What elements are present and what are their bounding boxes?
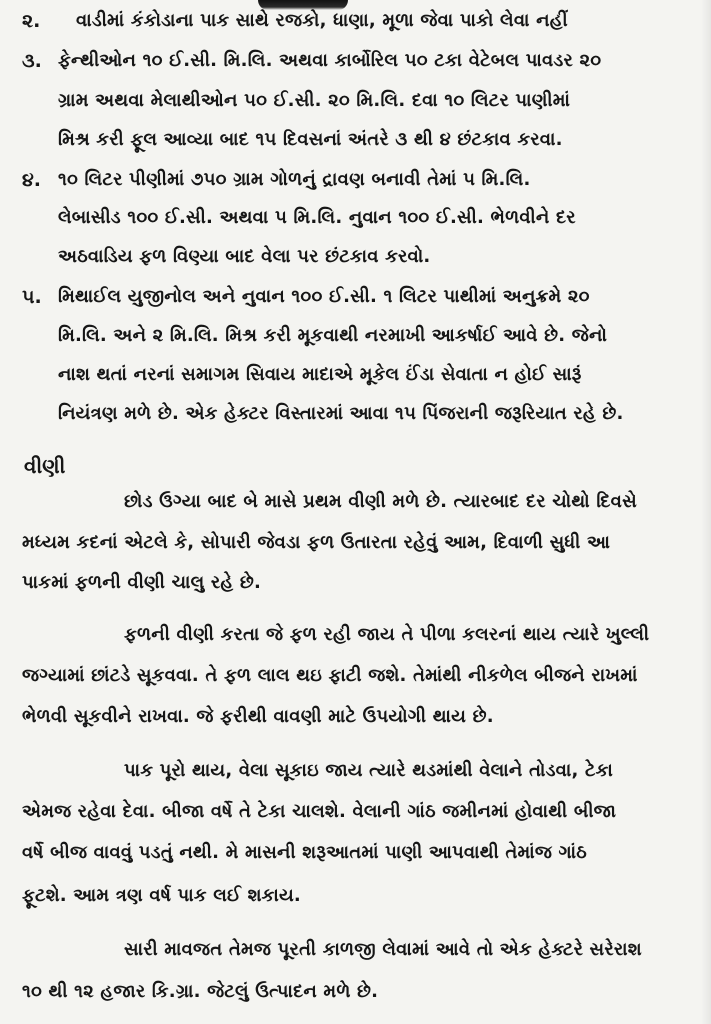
item-line: વાડીમાં કંકોડાના પાક સાથે રજકો, ધાણા, મૂળા જેવા પાકો લેવા નહીં [76, 10, 568, 31]
section-heading: વીણી [24, 454, 66, 478]
paragraph-line: જગ્યામાં છાંટડે સૂકવવા. તે ફળ લાલ થઇ ફાટી જશે. તેમાંથી નીકળેલ બીજને રાખમાં [22, 665, 638, 686]
paragraph-line: વર્ષે બીજ વાવવું પડતું નથી. મે માસની શરૂઆતમાં પાણી આપવાથી તેમાંજ ગાંઠ [22, 842, 587, 863]
paragraph-line: એમજ રહેવા દેવા. બીજા વર્ષે તે ટેકા ચાલશે. વેલાની ગાંઠ જમીનમાં હોવાથી બીજા [22, 801, 617, 822]
item-line: નિયંત્રણ મળે છે. એક હેક્ટર વિસ્તારમાં આવા ૧૫ પિંજરાની જરૂરિયાત રહે છે. [58, 403, 624, 424]
torn-paper-edge [258, 0, 348, 10]
item-line: ફેન્થીઓન ૧૦ ઈ.સી. મિ.લિ. અથવા કાર્બોરિલ ૫૦ ટકા વેટેબલ પાવડર ૨૦ [58, 50, 602, 71]
item-line: નાશ થતાં નરનાં સમાગમ સિવાય માદાએ મૂકેલ ઈંડા સેવાતા ન હોઈ સારૂં [58, 364, 582, 385]
paragraph-line: ફૂટશે. આમ ત્રણ વર્ષ પાક લઈ શકાય. [22, 885, 301, 906]
paragraph-line: પાક પૂરો થાય, વેલા સૂકાઇ જાય ત્યારે થડમાંથી વેલાને તોડવા, ટેકા [124, 760, 613, 781]
paragraph-line: મધ્યમ કદનાં એટલે કે, સોપારી જેવડા ફળ ઉતારતા રહેવું આમ, દિવાળી સુધી આ [22, 532, 611, 553]
item-number: ૩. [22, 50, 42, 72]
item-number: ૫. [22, 286, 42, 308]
paragraph-line: છોડ ઉગ્યા બાદ બે માસે પ્રથમ વીણી મળે છે. ત્યારબાદ દર ચોથો દિવસે [124, 491, 637, 512]
item-line: લેબાસીડ ૧૦૦ ઈ.સી. અથવા ૫ મિ.લિ. નુવાન ૧૦૦ ઈ.સી. ભેળવીને દર [58, 207, 576, 228]
item-number: ૪. [22, 169, 41, 191]
page-edge-shadow [701, 0, 711, 1024]
paragraph-line: સારી માવજત તેમજ પૂરતી કાળજી લેવામાં આવે તો એક હેક્ટરે સરેરાશ [124, 939, 642, 960]
item-line: મિશ્ર કરી ફૂલ આવ્યા બાદ ૧૫ દિવસનાં અંતરે ૩ થી ૪ છંટકાવ કરવા. [58, 129, 563, 150]
item-line: મિથાઈલ યુજીનોલ અને નુવાન ૧૦૦ ઈ.સી. ૧ લિટર પાથીમાં અનુક્રમે ૨૦ [58, 286, 590, 307]
paragraph-line: ૧૦ થી ૧૨ હજાર કિ.ગ્રા. જેટલું ઉત્પાદન મળે છે. [22, 981, 379, 1002]
item-line: ૧૦ લિટર પીણીમાં ૭૫૦ ગ્રામ ગોળનું દ્રાવણ બનાવી તેમાં ૫ મિ.લિ. [58, 169, 531, 190]
paragraph-line: ફળની વીણી કરતા જે ફળ રહી જાય તે પીળા કલરનાં થાય ત્યારે ખુલ્લી [124, 624, 650, 645]
paragraph-line: પાકમાં ફળની વીણી ચાલુ રહે છે. [22, 572, 261, 593]
item-line: ગ્રામ અથવા મેલાથીઓન ૫૦ ઈ.સી. ૨૦ મિ.લિ. દવા ૧૦ લિટર પાણીમાં [58, 90, 571, 111]
item-number: ૨. [22, 10, 41, 32]
paragraph-line: ભેળવી સૂકવીને રાખવા. જે ફરીથી વાવણી માટે ઉપયોગી થાય છે. [22, 706, 494, 727]
item-line: અઠવાડિય ફળ વિણ્યા બાદ વેલા પર છંટકાવ કરવો. [58, 246, 431, 267]
item-line: મિ.લિ. અને ૨ મિ.લિ. મિશ્ર કરી મૂકવાથી નરમાખી આકર્ષાઈ આવે છે. જેનો [58, 325, 608, 346]
